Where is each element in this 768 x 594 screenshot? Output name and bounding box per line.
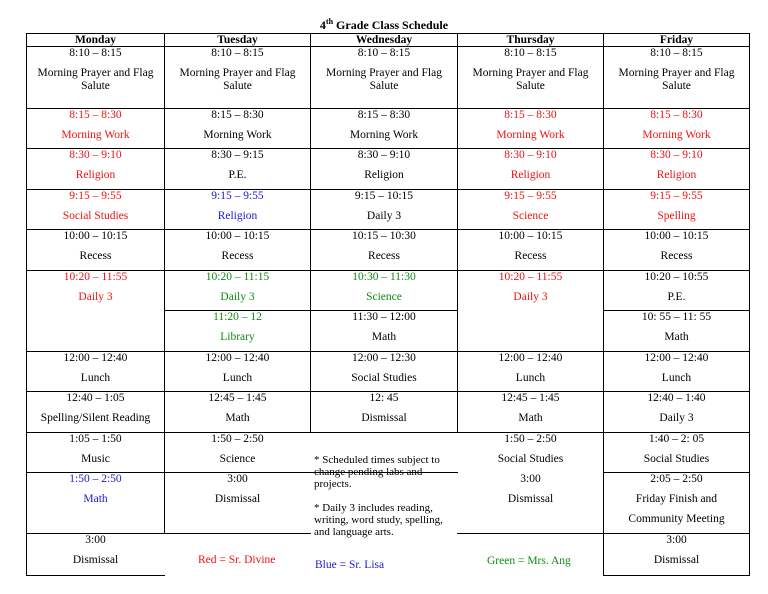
slot-activity: Social Studies (62, 210, 129, 222)
slot-time: 10:00 – 10:15 (205, 230, 270, 242)
slot-activity: Recess (368, 250, 400, 262)
slot-time: 3:00 (85, 534, 106, 546)
schedule-cell-wednesday (311, 310, 457, 351)
slot-time: 2:05 – 2:50 (650, 473, 703, 485)
slot-activity: Library (220, 331, 255, 343)
schedule-cell-thursday (458, 472, 603, 533)
slot-time: 10:20 – 11:55 (63, 271, 128, 283)
header-wednesday: Wednesday (355, 34, 413, 46)
slot-activity: Lunch (661, 372, 692, 384)
slot-activity: Science (219, 453, 256, 465)
slot-activity: Recess (79, 250, 112, 262)
slot-activity: Social Studies (497, 453, 564, 465)
slot-activity: Recess (221, 250, 254, 262)
schedule-cell-tuesday (165, 432, 310, 472)
schedule-cell-monday (27, 148, 164, 189)
schedule-cell-thursday (458, 229, 603, 270)
grid-vline (749, 33, 750, 576)
schedule-cell-friday (604, 46, 749, 108)
schedule-cell-tuesday (165, 108, 310, 148)
slot-activity: Math (371, 331, 397, 343)
slot-time: 8:10 – 8:15 (357, 47, 411, 59)
schedule-cell-monday (27, 432, 164, 472)
schedule-cell-thursday (458, 270, 603, 351)
schedule-cell-tuesday (165, 270, 310, 310)
schedule-cell-thursday (458, 148, 603, 189)
schedule-cell-friday (604, 351, 749, 391)
slot-activity: Math (225, 412, 250, 424)
page-title: 4th Grade Class Schedule (319, 17, 449, 32)
slot-activity: Lunch (222, 372, 253, 384)
slot-time: 8:15 – 8:30 (211, 109, 264, 121)
header-tuesday: Tuesday (217, 34, 258, 46)
slot-time: 9:15 – 9:55 (211, 190, 264, 202)
slot-activity: Math (518, 412, 543, 424)
slot-time: 8:10 – 8:15 (69, 47, 122, 59)
slot-time: 1:50 – 2:50 (69, 473, 122, 485)
slot-activity: Daily 3 (659, 412, 694, 424)
slot-time: 1:50 – 2:50 (504, 433, 557, 445)
schedule-cell-friday (604, 108, 749, 148)
slot-activity: Religion (510, 169, 551, 181)
slot-activity: Spelling (657, 210, 696, 222)
slot-activity: Dismissal (361, 412, 407, 424)
schedule-cell-wednesday (311, 270, 457, 310)
slot-activity: Daily 3 (366, 210, 402, 222)
schedule-cell-thursday (458, 351, 603, 391)
slot-time: 8:30 – 9:10 (504, 149, 557, 161)
slot-time: 10:20 – 10:55 (644, 271, 709, 283)
header-thursday: Thursday (506, 34, 555, 46)
slot-activity: Morning Prayer and Flag Salute (618, 67, 735, 92)
schedule-cell-tuesday (165, 229, 310, 270)
slot-activity: Morning Work (61, 129, 130, 141)
schedule-cell-monday (27, 46, 164, 108)
schedule-cell-monday (27, 229, 164, 270)
schedule-cell-thursday (458, 432, 603, 472)
schedule-cell-tuesday (165, 310, 310, 351)
schedule-cell-monday (27, 108, 164, 148)
schedule-cell-tuesday (165, 46, 310, 108)
slot-time: 8:30 – 9:10 (69, 149, 122, 161)
schedule-notes (314, 454, 456, 550)
slot-time: 3:00 (666, 534, 687, 546)
slot-time: 3:00 (520, 473, 541, 485)
slot-time: 10: 55 – 11: 55 (641, 311, 712, 323)
slot-time: 8:15 – 8:30 (357, 109, 411, 121)
slot-activity: Morning Prayer and Flag Salute (326, 67, 442, 92)
slot-time: 1:50 – 2:50 (211, 433, 264, 445)
slot-activity: Morning Prayer and Flag Salute (179, 67, 296, 92)
schedule-cell-friday (604, 533, 749, 575)
slot-time: 10:00 – 10:15 (644, 230, 709, 242)
slot-time: 10:30 – 11:30 (352, 271, 416, 283)
slot-activity: Music (81, 453, 110, 465)
slot-time: 8:30 – 9:10 (357, 149, 411, 161)
slot-activity-line2: Community Meeting (628, 513, 725, 525)
slot-time: 12:00 – 12:40 (205, 352, 270, 364)
slot-activity: Morning Prayer and Flag Salute (472, 67, 589, 92)
slot-time: 8:15 – 8:30 (650, 109, 703, 121)
slot-time: 12:00 – 12:30 (352, 352, 416, 364)
slot-activity: Science (366, 291, 402, 303)
slot-activity: Social Studies (351, 372, 417, 384)
schedule-cell-monday (27, 351, 164, 391)
slot-activity: Daily 3 (220, 291, 255, 303)
schedule-cell-monday (27, 391, 164, 432)
slot-time: 8:10 – 8:15 (211, 47, 264, 59)
slot-activity: Morning Work (349, 129, 419, 141)
schedule-cell-friday (604, 189, 749, 229)
schedule-cell-friday (604, 270, 749, 310)
slot-activity: Science (512, 210, 549, 222)
schedule-cell-friday (604, 310, 749, 351)
schedule-cell-tuesday (165, 189, 310, 229)
slot-activity: Math (664, 331, 689, 343)
schedule-cell-monday (27, 472, 164, 533)
slot-activity: Dismissal (653, 554, 700, 566)
slot-activity: Morning Prayer and Flag Salute (37, 67, 154, 92)
schedule-cell-wednesday (311, 46, 457, 108)
slot-activity: Dismissal (507, 493, 554, 505)
slot-activity: Lunch (515, 372, 546, 384)
schedule-cell-friday (604, 148, 749, 189)
slot-time: 9:15 – 10:15 (354, 190, 414, 202)
schedule-cell-tuesday (165, 472, 310, 533)
slot-activity: Lunch (80, 372, 111, 384)
slot-time: 3:00 (227, 473, 248, 485)
slot-activity: Morning Work (496, 129, 565, 141)
slot-time: 10:15 – 10:30 (352, 230, 416, 242)
slot-time: 12:45 – 1:45 (208, 392, 267, 404)
slot-time: 8:15 – 8:30 (504, 109, 557, 121)
schedule-cell-tuesday (165, 391, 310, 432)
slot-time: 11:20 – 12 (213, 311, 262, 323)
note-scheduled-times: * Scheduled times subject to change pending labs and projects. (314, 454, 440, 490)
slot-time: 10:20 – 11:55 (498, 271, 563, 283)
schedule-cell-friday (604, 472, 749, 533)
schedule-cell-thursday (458, 46, 603, 108)
slot-time: 9:15 – 9:55 (504, 190, 557, 202)
slot-time: 8:15 – 8:30 (69, 109, 122, 121)
slot-time: 12:45 – 1:45 (501, 392, 560, 404)
slot-time: 12: 45 (369, 392, 399, 404)
schedule-cell-thursday (458, 391, 603, 432)
slot-time: 10:00 – 10:15 (63, 230, 128, 242)
schedule-cell-tuesday (165, 148, 310, 189)
schedule-cell-friday (604, 432, 749, 472)
slot-activity: Dismissal (214, 493, 261, 505)
grid-hline (603, 575, 750, 576)
slot-time: 1:40 – 2: 05 (648, 433, 705, 445)
slot-time: 10:00 – 10:15 (498, 230, 563, 242)
slot-activity: Morning Work (642, 129, 711, 141)
slot-activity: Religion (656, 169, 697, 181)
slot-activity: Social Studies (643, 453, 710, 465)
slot-time: 8:30 – 9:15 (211, 149, 264, 161)
slot-activity: Religion (75, 169, 116, 181)
slot-activity: Daily 3 (78, 291, 113, 303)
schedule-cell-friday (604, 391, 749, 432)
slot-time: 1:05 – 1:50 (69, 433, 122, 445)
schedule-cell-tuesday (165, 351, 310, 391)
slot-time: 9:15 – 9:55 (650, 190, 703, 202)
schedule-cell-monday (27, 189, 164, 229)
header-friday: Friday (659, 34, 694, 46)
schedule-cell-wednesday (311, 229, 457, 270)
slot-time: 12:00 – 12:40 (644, 352, 709, 364)
grid-hline (26, 575, 165, 576)
slot-activity: Morning Work (203, 129, 272, 141)
slot-time: 12:40 – 1:40 (647, 392, 706, 404)
slot-activity: Math (83, 493, 108, 505)
schedule-cell-wednesday (311, 189, 457, 229)
schedule-cell-wednesday (311, 351, 457, 391)
schedule-cell-friday (604, 229, 749, 270)
schedule-cell-monday (27, 270, 164, 351)
slot-activity: Religion (217, 210, 258, 222)
schedule-cell-wednesday (311, 391, 457, 432)
slot-activity: Recess (660, 250, 693, 262)
slot-time: 8:10 – 8:15 (650, 47, 703, 59)
slot-activity: Religion (364, 169, 404, 181)
header-monday: Monday (75, 34, 116, 46)
schedule-cell-wednesday (311, 148, 457, 189)
schedule-cell-wednesday (311, 108, 457, 148)
slot-time: 12:00 – 12:40 (498, 352, 563, 364)
slot-time: 12:00 – 12:40 (63, 352, 128, 364)
schedule-cell-monday (27, 533, 164, 575)
slot-activity: Spelling/Silent Reading (40, 412, 151, 424)
legend-blue: Blue = Sr. Lisa (315, 559, 385, 571)
slot-time: 9:15 – 9:55 (69, 190, 122, 202)
slot-activity: Dismissal (72, 554, 119, 566)
slot-activity: Daily 3 (513, 291, 548, 303)
note-daily-3: * Daily 3 includes reading, writing, word study, spelling, and language arts. (314, 502, 443, 538)
slot-activity: Friday Finish and (635, 493, 718, 505)
slot-activity: Recess (514, 250, 547, 262)
slot-time: 10:20 – 11:15 (205, 271, 270, 283)
schedule-cell-thursday (458, 108, 603, 148)
slot-time: 8:10 – 8:15 (504, 47, 557, 59)
legend-red: Red = Sr. Divine (198, 554, 276, 566)
slot-activity: P.E. (228, 169, 247, 181)
slot-time: 11:30 – 12:00 (352, 311, 416, 323)
schedule-cell-thursday (458, 189, 603, 229)
slot-activity: P.E. (667, 291, 686, 303)
slot-time: 8:30 – 9:10 (650, 149, 703, 161)
slot-time: 12:40 – 1:05 (66, 392, 125, 404)
grid-hline (457, 533, 604, 534)
legend-green: Green = Mrs. Ang (487, 555, 571, 567)
